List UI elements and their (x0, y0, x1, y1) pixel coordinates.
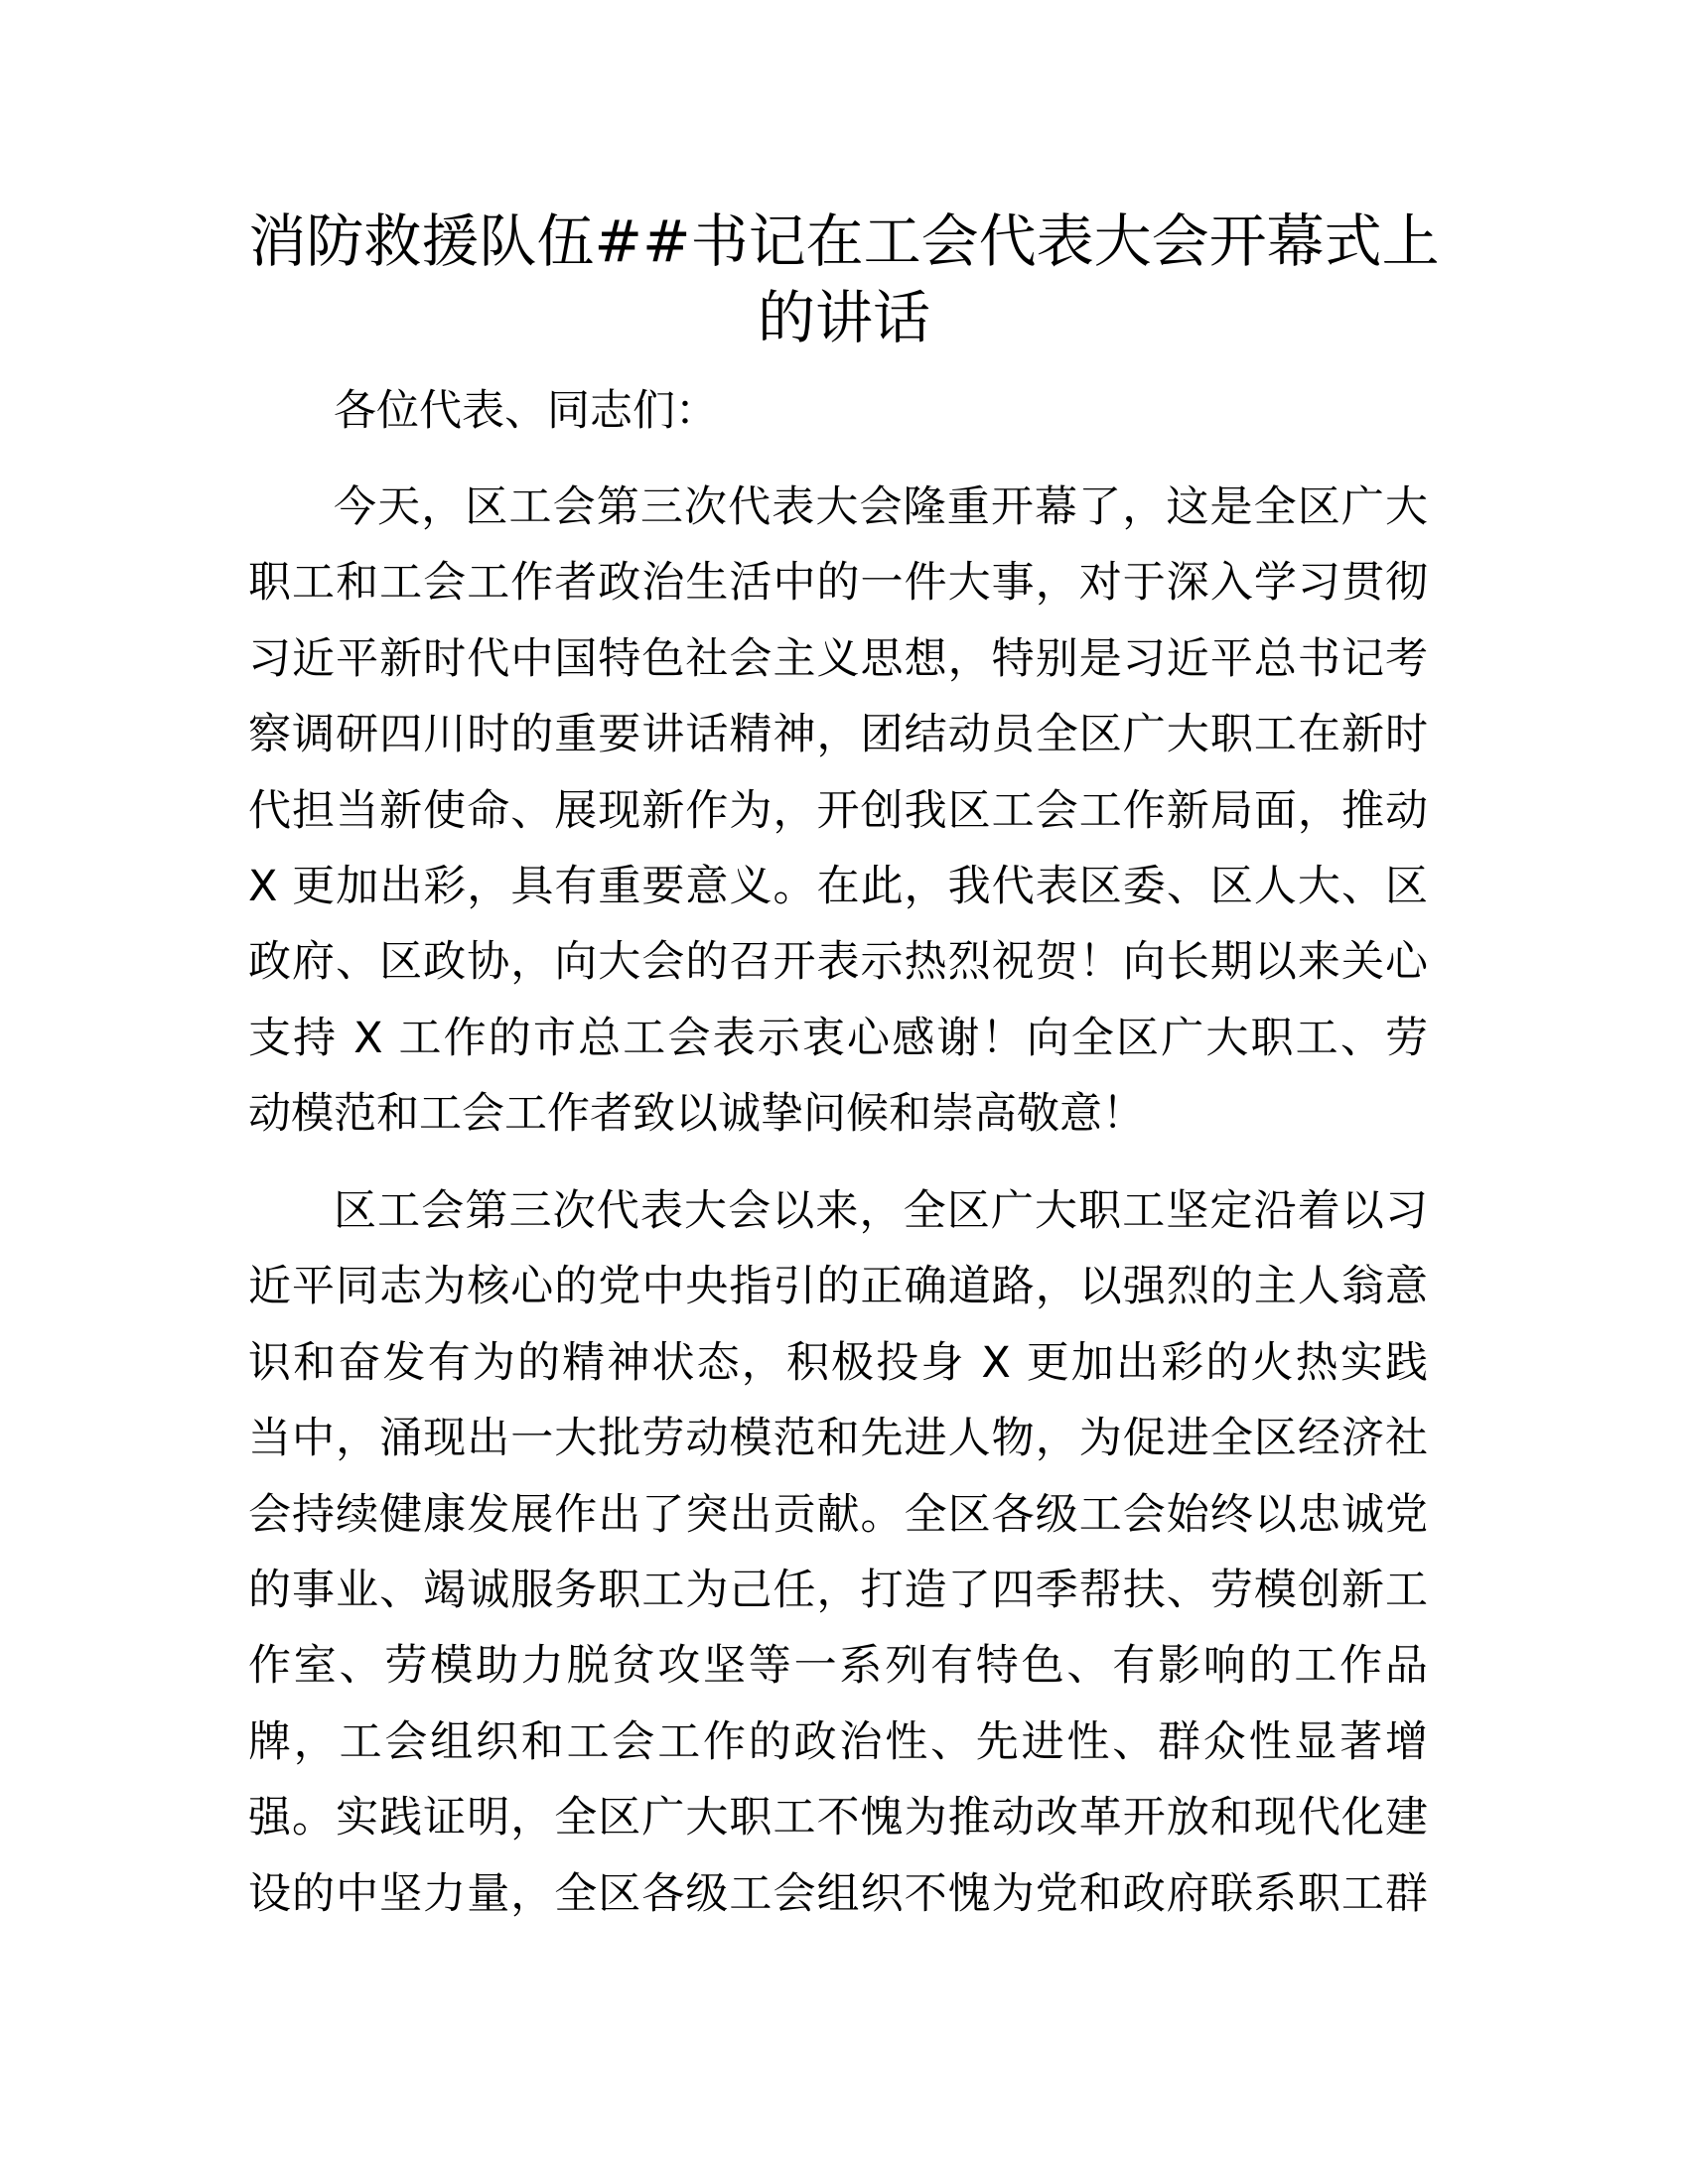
paragraph-1-line: 习近平新时代中国特色社会主义思想，特别是习近平总书记考 (248, 633, 1428, 684)
paragraph-2-line: 当中，涌现出一大批劳动模范和先进人物，为促进全区经济社 (248, 1414, 1428, 1464)
title-line-2: 的讲话 (757, 284, 930, 351)
greeting: 各位代表、同志们： (334, 386, 718, 436)
paragraph-1-line: 代担当新使命、展现新作为，开创我区工会工作新局面，推动 (248, 785, 1428, 836)
paragraph-2-line: 牌，工会组织和工会工作的政治性、先进性、群众性显著增 (248, 1716, 1428, 1767)
paragraph-2-line: 设的中坚力量，全区各级工会组织不愧为党和政府联系职工群 (248, 1868, 1428, 1919)
paragraph-1-line: 职工和工会工作者政治生活中的一件大事，对于深入学习贯彻 (248, 558, 1428, 609)
paragraph-1-line: 动模范和工会工作者致以诚挚问候和崇高敬意！ (248, 1089, 1145, 1140)
title-line-1: 消防救援队伍##书记在工会代表大会开幕式上 (248, 207, 1440, 275)
paragraph-2-line: 会持续健康发展作出了突出贡献。全区各级工会始终以忠诚党 (248, 1489, 1428, 1540)
paragraph-2-line: 强。实践证明，全区广大职工不愧为推动改革开放和现代化建 (248, 1793, 1428, 1843)
paragraph-1-line: 察调研四川时的重要讲话精神，团结动员全区广大职工在新时 (248, 710, 1428, 760)
paragraph-1-line: 政府、区政协，向大会的召开表示热烈祝贺！向长期以来关心 (248, 937, 1428, 988)
paragraph-2-line: 识和奋发有为的精神状态，积极投身 X 更加出彩的火热实践 (248, 1337, 1428, 1388)
paragraph-2-line: 区工会第三次代表大会以来，全区广大职工坚定沿着以习 (334, 1186, 1428, 1236)
paragraph-1-line: 支持 X 工作的市总工会表示衷心感谢！向全区广大职工、劳 (248, 1013, 1428, 1063)
paragraph-1-line: 今天，区工会第三次代表大会隆重开幕了，这是全区广大 (334, 482, 1428, 532)
paragraph-1-line: X 更加出彩，具有重要意义。在此，我代表区委、区人大、区 (248, 862, 1428, 911)
paragraph-2-line: 近平同志为核心的党中央指引的正确道路，以强烈的主人翁意 (248, 1262, 1428, 1312)
paragraph-2-line: 作室、劳模助力脱贫攻坚等一系列有特色、有影响的工作品 (248, 1641, 1428, 1692)
paragraph-2-line: 的事业、竭诚服务职工为己任，打造了四季帮扶、劳模创新工 (248, 1566, 1428, 1615)
